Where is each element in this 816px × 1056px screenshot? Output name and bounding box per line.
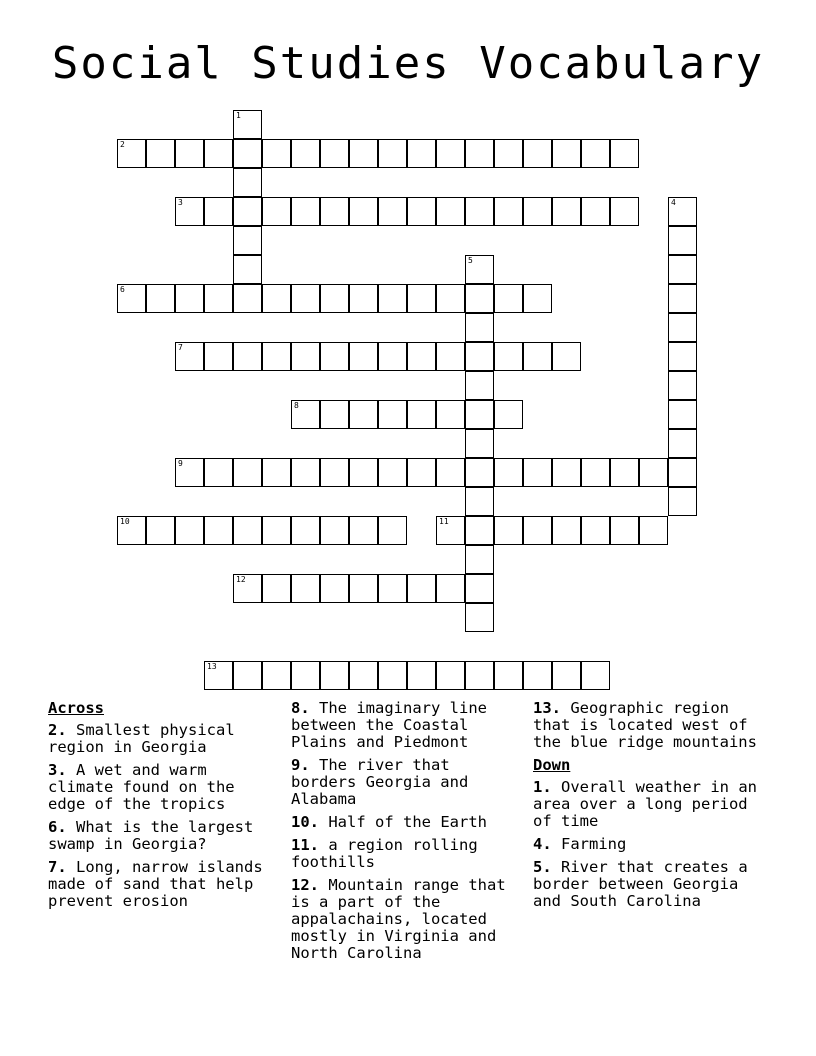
grid-cell[interactable] — [581, 661, 610, 690]
grid-cell[interactable] — [262, 574, 291, 603]
grid-cell[interactable] — [233, 284, 262, 313]
grid-cell[interactable] — [175, 139, 204, 168]
clue-column-1 — [48, 700, 273, 916]
grid-cell[interactable] — [204, 342, 233, 371]
clue-number: 10 — [120, 517, 130, 526]
grid-cell[interactable] — [552, 342, 581, 371]
clue-number-label: 5. — [533, 858, 552, 876]
grid-cell[interactable] — [465, 139, 494, 168]
grid-cell[interactable] — [175, 458, 204, 487]
grid-cell[interactable] — [610, 197, 639, 226]
grid-cell[interactable] — [175, 516, 204, 545]
grid-cell[interactable] — [436, 284, 465, 313]
clue-text: A wet and warm climate found on the edge of the tropics — [48, 761, 235, 813]
clue-text: What is the largest swamp in Georgia? — [48, 818, 254, 853]
grid-cell[interactable] — [262, 139, 291, 168]
clue-number: 9 — [178, 459, 183, 468]
grid-cell[interactable] — [436, 574, 465, 603]
grid-cell[interactable] — [349, 458, 378, 487]
grid-cell[interactable] — [320, 574, 349, 603]
grid-cell[interactable] — [436, 458, 465, 487]
grid-cell[interactable] — [668, 197, 697, 226]
clue-text: a region rolling foothills — [291, 836, 478, 871]
clue-number-label: 3. — [48, 761, 67, 779]
grid-cell[interactable] — [378, 574, 407, 603]
grid-cell[interactable] — [291, 342, 320, 371]
clue-item — [291, 814, 523, 831]
clue-number-label: 4. — [533, 835, 552, 853]
grid-cell[interactable] — [668, 371, 697, 400]
grid-cell[interactable] — [407, 139, 436, 168]
clue-text: Farming — [561, 835, 627, 853]
grid-cell[interactable] — [233, 139, 262, 168]
grid-cell[interactable] — [378, 516, 407, 545]
grid-cell[interactable] — [233, 226, 262, 255]
grid-cell[interactable] — [233, 661, 262, 690]
grid-cell[interactable] — [523, 661, 552, 690]
clue-number: 5 — [468, 256, 473, 265]
grid-cell[interactable] — [233, 458, 262, 487]
grid-cell[interactable] — [436, 342, 465, 371]
clue-number: 4 — [671, 198, 676, 207]
clue-text: The imaginary line between the Coastal Plains and Piedmont — [291, 699, 487, 751]
grid-cell[interactable] — [407, 197, 436, 226]
clue-number: 7 — [178, 343, 183, 352]
grid-cell[interactable] — [465, 516, 494, 545]
grid-cell[interactable] — [610, 458, 639, 487]
grid-cell[interactable] — [233, 574, 262, 603]
clue-item — [291, 877, 523, 962]
grid-cell[interactable] — [407, 661, 436, 690]
grid-cell[interactable] — [117, 516, 146, 545]
clue-number: 1 — [236, 111, 241, 120]
clue-column-3 — [533, 700, 761, 916]
grid-cell[interactable] — [465, 487, 494, 516]
grid-cell[interactable] — [262, 197, 291, 226]
puzzle-title: Social Studies Vocabulary — [51, 38, 765, 89]
grid-cell[interactable] — [668, 255, 697, 284]
grid-cell[interactable] — [117, 284, 146, 313]
grid-cell[interactable] — [465, 603, 494, 632]
clue-text: Mountain range that is a part of the appalachains, located mostly in Virginia and North Carolina — [291, 876, 506, 962]
grid-cell[interactable] — [465, 371, 494, 400]
clue-text: Geographic region that is located west of the blue ridge mountains — [533, 699, 757, 751]
clue-number: 11 — [439, 517, 449, 526]
grid-cell[interactable] — [494, 139, 523, 168]
grid-cell[interactable] — [349, 197, 378, 226]
grid-cell[interactable] — [494, 458, 523, 487]
grid-cell[interactable] — [581, 458, 610, 487]
grid-cell[interactable] — [291, 400, 320, 429]
clue-item — [48, 722, 273, 756]
grid-cell[interactable] — [349, 400, 378, 429]
grid-cell[interactable] — [146, 139, 175, 168]
grid-cell[interactable] — [668, 342, 697, 371]
grid-cell[interactable] — [407, 574, 436, 603]
grid-cell[interactable] — [291, 574, 320, 603]
grid-cell[interactable] — [378, 139, 407, 168]
clue-number-label: 12. — [291, 876, 319, 894]
grid-cell[interactable] — [523, 284, 552, 313]
grid-cell[interactable] — [291, 516, 320, 545]
clue-item — [533, 836, 761, 853]
grid-cell[interactable] — [320, 661, 349, 690]
grid-cell[interactable] — [465, 313, 494, 342]
grid-cell[interactable] — [610, 139, 639, 168]
grid-cell[interactable] — [581, 139, 610, 168]
grid-cell[interactable] — [291, 139, 320, 168]
grid-cell[interactable] — [465, 458, 494, 487]
grid-cell[interactable] — [668, 487, 697, 516]
clue-number: 3 — [178, 198, 183, 207]
clue-number-label: 11. — [291, 836, 319, 854]
grid-cell[interactable] — [668, 313, 697, 342]
grid-cell[interactable] — [349, 516, 378, 545]
clue-number-label: 7. — [48, 858, 67, 876]
grid-cell[interactable] — [262, 342, 291, 371]
clue-item — [48, 859, 273, 910]
grid-cell[interactable] — [494, 661, 523, 690]
grid-cell[interactable] — [262, 284, 291, 313]
grid-cell[interactable] — [262, 516, 291, 545]
grid-cell[interactable] — [465, 342, 494, 371]
grid-cell[interactable] — [494, 197, 523, 226]
grid-cell[interactable] — [465, 574, 494, 603]
grid-cell[interactable] — [146, 516, 175, 545]
grid-cell[interactable] — [378, 400, 407, 429]
grid-cell[interactable] — [465, 661, 494, 690]
grid-cell[interactable] — [436, 139, 465, 168]
down-header: Down — [533, 756, 571, 774]
grid-cell[interactable] — [465, 284, 494, 313]
grid-cell[interactable] — [349, 574, 378, 603]
grid-cell[interactable] — [146, 284, 175, 313]
grid-cell[interactable] — [494, 342, 523, 371]
grid-cell[interactable] — [436, 400, 465, 429]
clue-number-label: 2. — [48, 721, 67, 739]
grid-cell[interactable] — [378, 458, 407, 487]
grid-cell[interactable] — [552, 197, 581, 226]
grid-cell[interactable] — [320, 458, 349, 487]
grid-cell[interactable] — [378, 342, 407, 371]
grid-cell[interactable] — [494, 516, 523, 545]
grid-cell[interactable] — [552, 516, 581, 545]
clue-number: 6 — [120, 285, 125, 294]
grid-cell[interactable] — [233, 255, 262, 284]
grid-cell[interactable] — [262, 458, 291, 487]
grid-cell[interactable] — [581, 516, 610, 545]
clue-number-label: 9. — [291, 756, 310, 774]
grid-cell[interactable] — [320, 400, 349, 429]
clue-text: The river that borders Georgia and Alabama — [291, 756, 469, 808]
grid-cell[interactable] — [204, 139, 233, 168]
clue-number-label: 13. — [533, 699, 561, 717]
grid-cell[interactable] — [523, 342, 552, 371]
clue-number: 2 — [120, 140, 125, 149]
across-header: Across — [48, 699, 104, 717]
grid-cell[interactable] — [494, 400, 523, 429]
grid-cell[interactable] — [668, 429, 697, 458]
grid-cell[interactable] — [349, 661, 378, 690]
grid-cell[interactable] — [552, 458, 581, 487]
grid-cell[interactable] — [465, 400, 494, 429]
grid-cell[interactable] — [465, 255, 494, 284]
grid-cell[interactable] — [175, 284, 204, 313]
grid-cell[interactable] — [233, 197, 262, 226]
grid-cell[interactable] — [378, 661, 407, 690]
grid-cell[interactable] — [581, 197, 610, 226]
grid-cell[interactable] — [233, 342, 262, 371]
grid-cell[interactable] — [668, 226, 697, 255]
grid-cell[interactable] — [320, 284, 349, 313]
grid-cell[interactable] — [668, 400, 697, 429]
grid-cell[interactable] — [291, 458, 320, 487]
clue-text: Smallest physical region in Georgia — [48, 721, 235, 756]
grid-cell[interactable] — [291, 197, 320, 226]
grid-cell[interactable] — [465, 429, 494, 458]
grid-cell[interactable] — [639, 458, 668, 487]
clue-text: River that creates a border between Georgia and South Carolina — [533, 858, 748, 910]
grid-cell[interactable] — [668, 458, 697, 487]
clue-number-label: 10. — [291, 813, 319, 831]
grid-cell[interactable] — [291, 284, 320, 313]
grid-cell[interactable] — [117, 139, 146, 168]
clue-item — [48, 762, 273, 813]
grid-cell[interactable] — [668, 284, 697, 313]
grid-cell[interactable] — [349, 284, 378, 313]
clue-number-label: 1. — [533, 778, 552, 796]
clue-number-label: 6. — [48, 818, 67, 836]
grid-cell[interactable] — [349, 139, 378, 168]
grid-cell[interactable] — [407, 458, 436, 487]
grid-cell[interactable] — [407, 400, 436, 429]
clue-number: 8 — [294, 401, 299, 410]
clue-item — [291, 757, 523, 808]
grid-cell[interactable] — [349, 342, 378, 371]
grid-cell[interactable] — [320, 342, 349, 371]
grid-cell[interactable] — [204, 284, 233, 313]
clue-item — [533, 779, 761, 830]
clue-item — [48, 819, 273, 853]
clue-number: 13 — [207, 662, 217, 671]
clue-item — [291, 700, 523, 751]
grid-cell[interactable] — [465, 545, 494, 574]
grid-cell[interactable] — [204, 458, 233, 487]
grid-cell[interactable] — [523, 139, 552, 168]
grid-cell[interactable] — [465, 197, 494, 226]
grid-cell[interactable] — [320, 516, 349, 545]
grid-cell[interactable] — [204, 197, 233, 226]
grid-cell[interactable] — [436, 197, 465, 226]
grid-cell[interactable] — [639, 516, 668, 545]
clue-item — [533, 700, 761, 751]
grid-cell[interactable] — [523, 458, 552, 487]
clue-number: 12 — [236, 575, 246, 584]
grid-cell[interactable] — [204, 516, 233, 545]
grid-cell[interactable] — [523, 197, 552, 226]
clue-text: Overall weather in an area over a long period of time — [533, 778, 757, 830]
grid-cell[interactable] — [233, 110, 262, 139]
grid-cell[interactable] — [262, 661, 291, 690]
clue-column-2 — [291, 700, 523, 968]
grid-cell[interactable] — [436, 516, 465, 545]
grid-cell[interactable] — [610, 516, 639, 545]
grid-cell[interactable] — [436, 661, 465, 690]
grid-cell[interactable] — [407, 342, 436, 371]
grid-cell[interactable] — [523, 516, 552, 545]
grid-cell[interactable] — [233, 168, 262, 197]
clue-text: Half of the Earth — [328, 813, 487, 831]
clue-number-label: 8. — [291, 699, 310, 717]
grid-cell[interactable] — [407, 284, 436, 313]
grid-cell[interactable] — [320, 139, 349, 168]
grid-cell[interactable] — [378, 284, 407, 313]
clue-text: Long, narrow islands made of sand that help prevent erosion — [48, 858, 263, 910]
grid-cell[interactable] — [494, 284, 523, 313]
grid-cell[interactable] — [291, 661, 320, 690]
grid-cell[interactable] — [320, 197, 349, 226]
clue-item — [533, 859, 761, 910]
grid-cell[interactable] — [233, 516, 262, 545]
grid-cell[interactable] — [175, 342, 204, 371]
grid-cell[interactable] — [378, 197, 407, 226]
grid-cell[interactable] — [175, 197, 204, 226]
grid-cell[interactable] — [552, 139, 581, 168]
grid-cell[interactable] — [204, 661, 233, 690]
clue-item — [291, 837, 523, 871]
grid-cell[interactable] — [552, 661, 581, 690]
